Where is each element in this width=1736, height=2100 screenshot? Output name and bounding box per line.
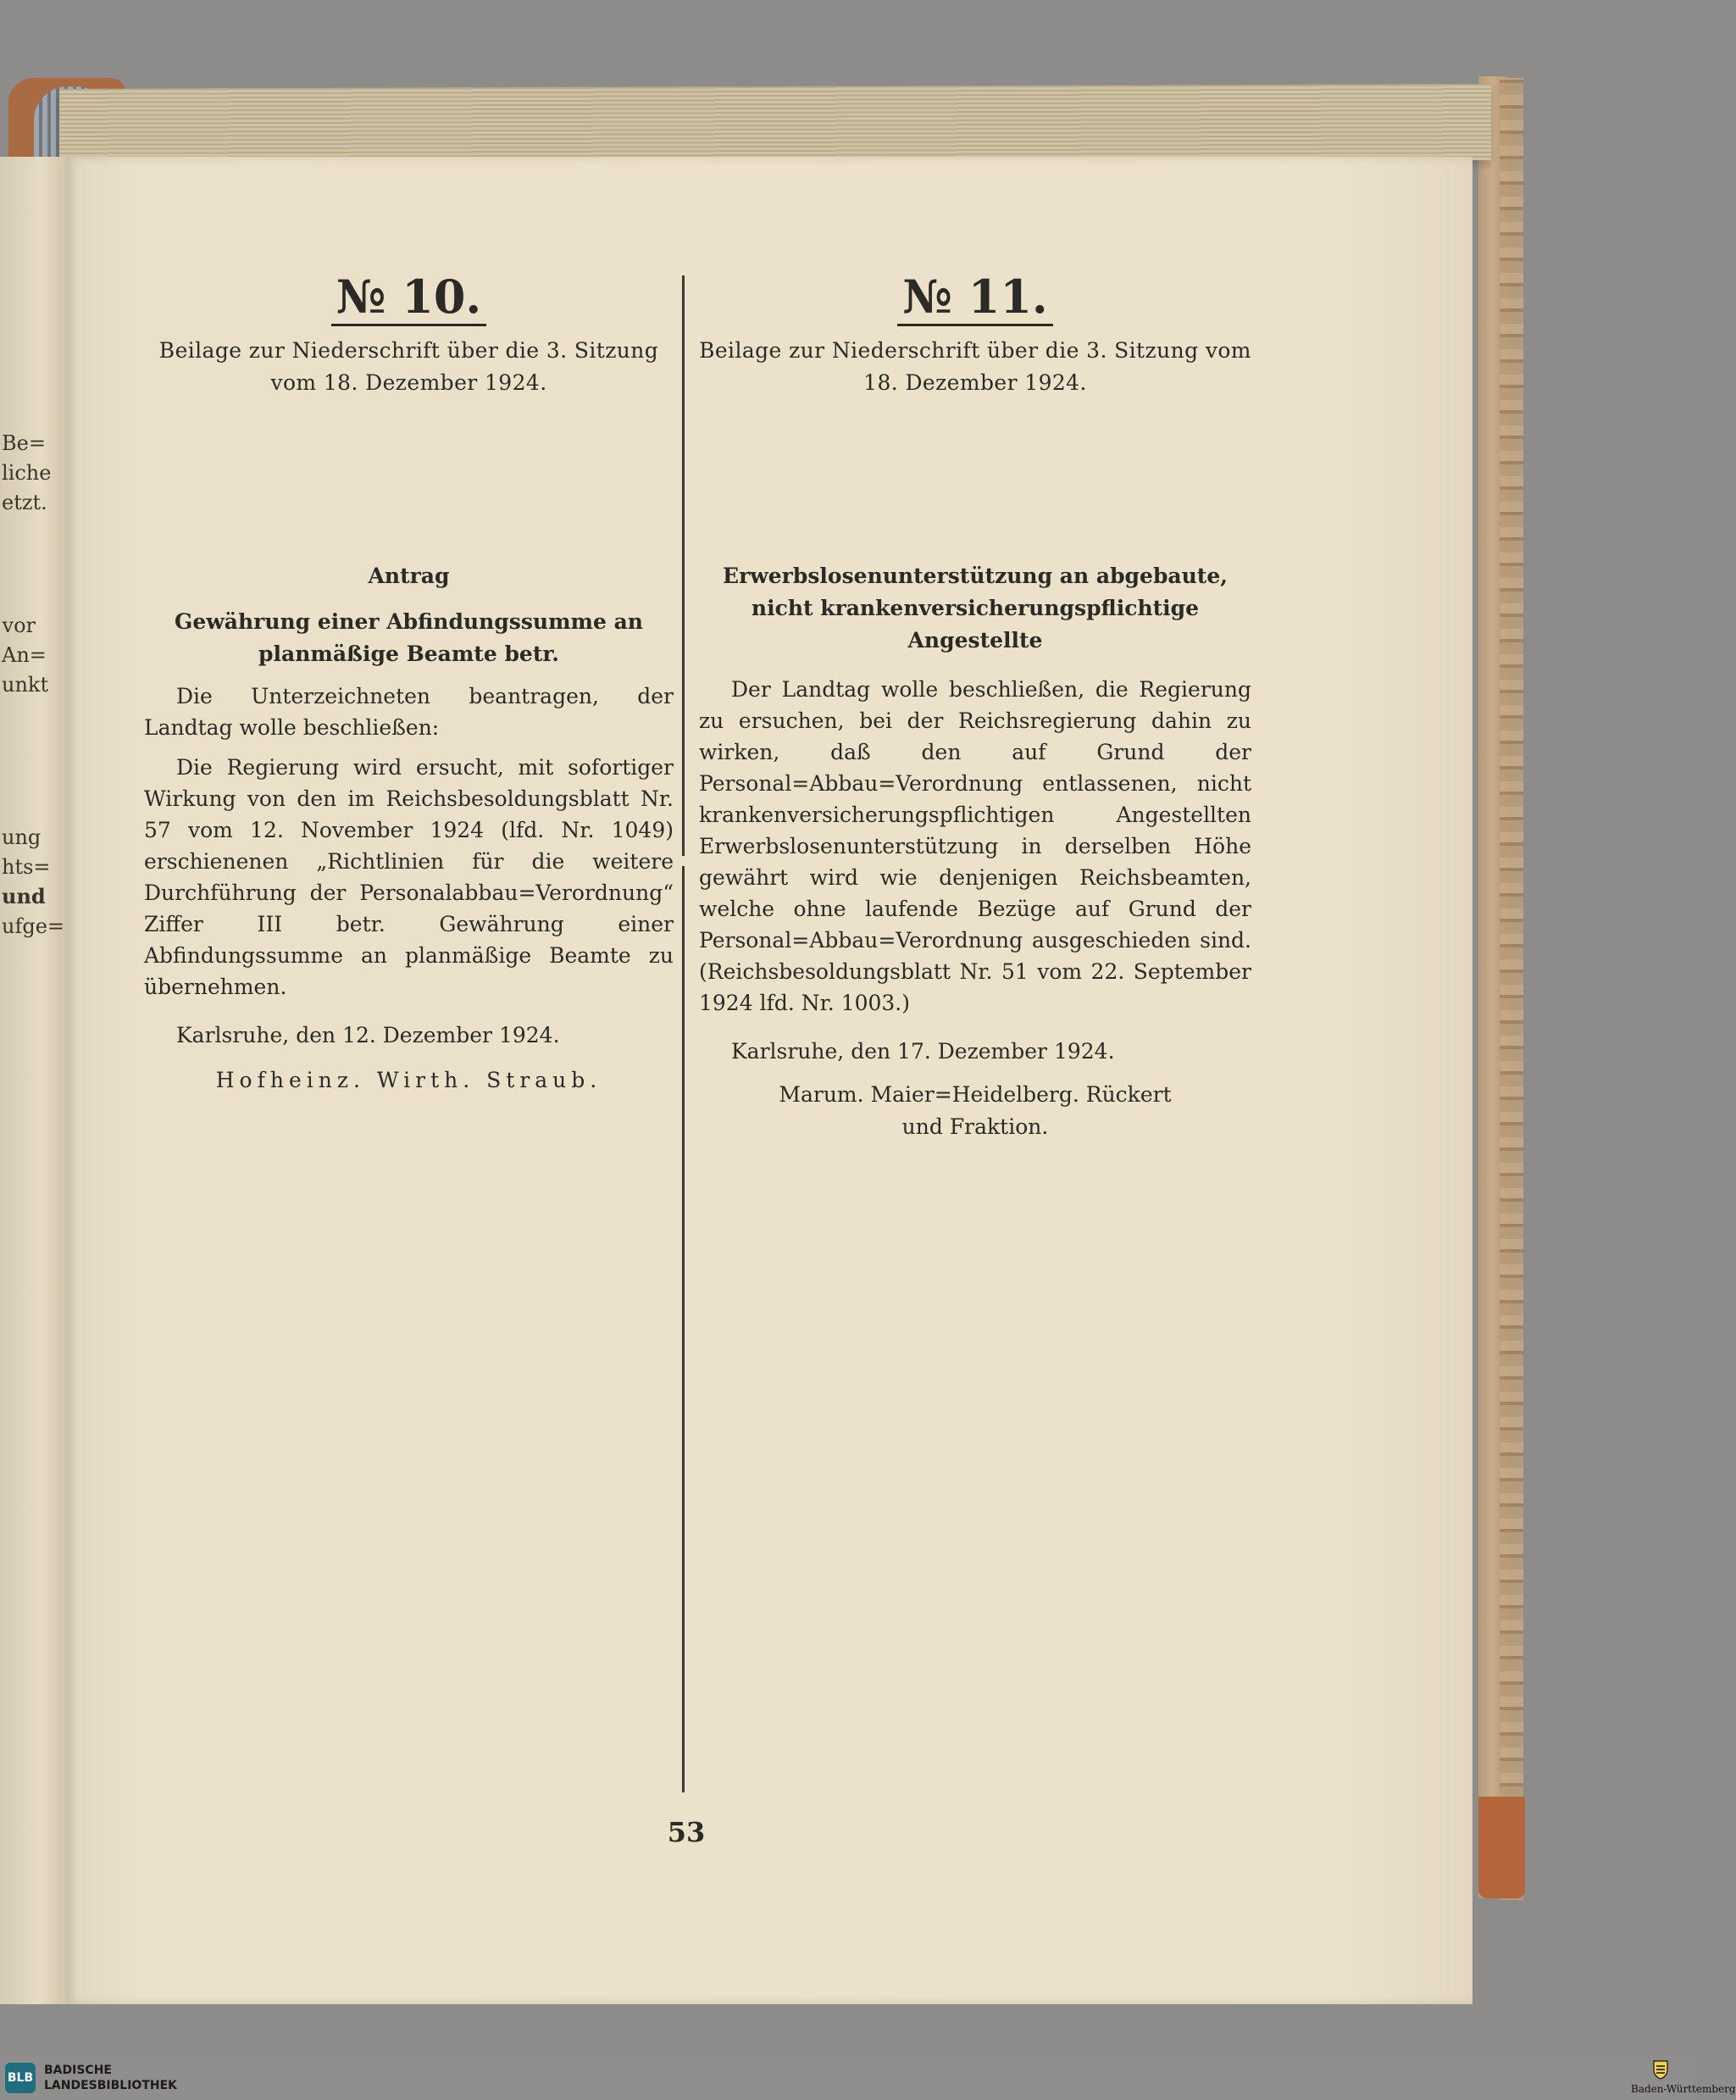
place-date: Karlsruhe, den 12. Dezember 1924. [176, 1023, 560, 1047]
left-page-fragment: und [2, 884, 46, 908]
coat-of-arms-icon [1652, 2059, 1669, 2080]
page-block-top-edge [59, 84, 1491, 165]
motion-body: Der Landtag wolle beschließen, die Regierung zu ersuchen, bei der Reichsregierung dahin zu wirken, daß den auf Grund der Personal=Abbau=Verordnung entlassenen, nicht krankenversicherungspflichtigen Angestellten Erwerbslosenunterstützung in derselben Höhe gewährt wird wie denjenigen Reichsbeamten, welche ohne laufende Bezüge auf Grund der Personal=Abbau=Verordnung ausgeschieden sind. (Reichsbesoldungsblatt Nr. 51 vom 22. September 1924 lfd. Nr. 1003.) [699, 677, 1251, 1015]
left-page-fragment: etzt. [2, 491, 47, 514]
motion-title: Erwerbslosenunterstützung an abgebaute, nicht krankenversicherungspflichtige Angestellte [723, 564, 1228, 653]
left-page-fragment: vor [2, 614, 36, 637]
column-divider-gap [678, 856, 686, 866]
motion-intro: Die Unterzeichneten beantragen, der Landtag wolle beschließen: [144, 684, 674, 740]
left-page-fragment: Be= [2, 431, 46, 455]
column-divider [682, 275, 685, 1792]
signatures: Marum. Maier=Heidelberg. Rückert [779, 1082, 1172, 1107]
left-page-fragment: An= [2, 643, 47, 667]
page-number: 53 [667, 1816, 706, 1848]
motion-body: Die Regierung wird ersucht, mit sofortiger Wirkung von den im Reichsbesoldungsblatt Nr. 57 vom 12. November 1924 (lfd. Nr. 1049) erschienenen „Richtlinien für die weitere Durchführung der Personalabbau=Verordnung“ Ziffer III betr. Gewährung einer Abfindungssumme an planmäßige Beamte zu übernehmen. [144, 755, 674, 999]
signatures: Hofheinz. Wirth. Straub. [215, 1068, 602, 1092]
document-number: № 10. [144, 271, 674, 326]
document-number: № 11. [699, 271, 1251, 326]
viewer-footer [0, 2056, 1736, 2100]
library-name: BADISCHE LANDESBIBLIOTHEK [44, 2064, 178, 2092]
left-page-fragment: ufge= [2, 914, 65, 938]
place-date: Karlsruhe, den 17. Dezember 1924. [731, 1039, 1115, 1064]
book-marbled-cover [1500, 78, 1523, 1900]
document-10-column [144, 271, 674, 1097]
left-page-fragment: hts= [2, 855, 51, 879]
left-page-fragment: ung [2, 825, 42, 849]
document-subtitle: Beilage zur Niederschrift über die 3. Sitzung vom 18. Dezember 1924. [158, 338, 659, 395]
motion-title: Gewährung einer Abfindungssumme an planmäßige Beamte betr. [175, 609, 643, 666]
document-subtitle: Beilage zur Niederschrift über die 3. Sitzung vom 18. Dezember 1924. [699, 338, 1251, 395]
document-11-column [699, 271, 1251, 1143]
book-cover-bottom-corner [1478, 1797, 1525, 1898]
signatures-continued: und Fraktion. [901, 1114, 1049, 1139]
left-page-fragment: liche [2, 461, 52, 485]
baden-wuerttemberg-mark: Baden-Württemberg [1631, 2059, 1690, 2095]
blb-logo[interactable]: BLB [5, 2063, 36, 2093]
left-page-fragment: unkt [2, 673, 49, 697]
motion-label: Antrag [368, 564, 450, 588]
